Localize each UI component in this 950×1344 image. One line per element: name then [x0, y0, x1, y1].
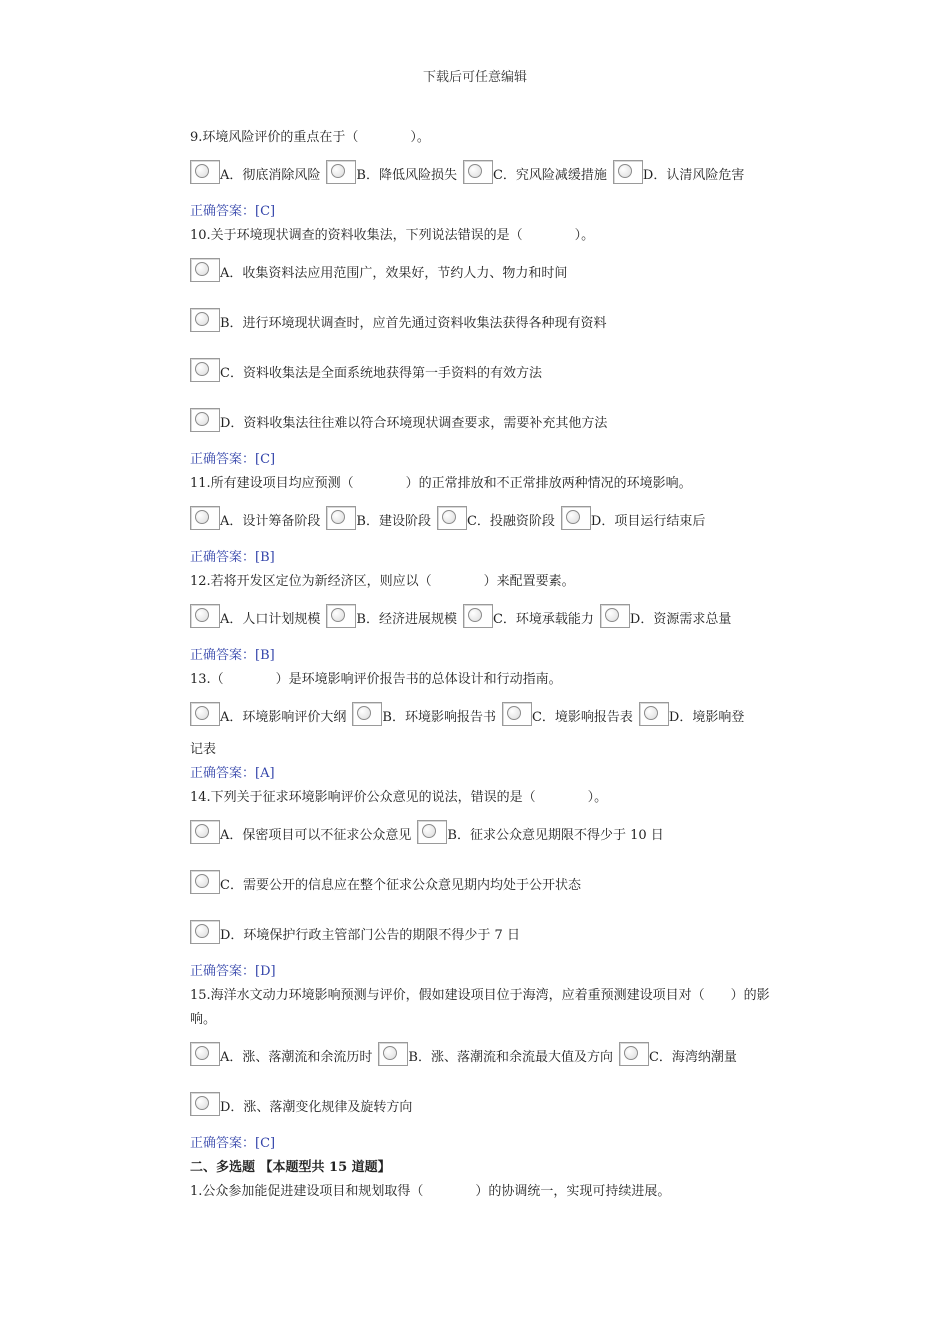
question-9-answer: 正确答案：[C] — [190, 204, 276, 219]
q12-option-c[interactable]: C．环境承载能力 — [463, 604, 594, 630]
radio-icon[interactable] — [352, 702, 382, 726]
q12-option-d[interactable]: D．资源需求总量 — [600, 604, 731, 630]
q14-option-a[interactable]: A．保密项目可以不征求公众意见 — [190, 820, 411, 846]
question-9-options — [190, 150, 790, 186]
q15-option-d[interactable]: D．涨、落潮变化规律及旋转方向 — [190, 1068, 790, 1118]
q12-option-a[interactable]: A．人口计划规模 — [190, 604, 320, 630]
question-14-options-ab — [190, 810, 790, 846]
page-header: 下载后可任意编辑 — [422, 70, 527, 85]
q9-option-c[interactable]: C．究风险减缓措施 — [463, 160, 607, 186]
section-multiple-choice-heading: 二、多选题 【本题型共 15 道题】 — [190, 1160, 391, 1175]
q14-option-d[interactable]: D．环境保护行政主管部门公告的期限不得少于 7 日 — [190, 896, 790, 946]
radio-icon[interactable] — [190, 702, 220, 726]
question-15-options-abc — [190, 1032, 790, 1068]
question-13-options — [190, 692, 790, 728]
question-13-option-d-continuation: 记表 — [190, 742, 217, 757]
question-13-answer: 正确答案：[A] — [190, 766, 275, 781]
radio-icon[interactable] — [639, 702, 669, 726]
q13-option-a[interactable]: A．环境影响评价大纲 — [190, 702, 346, 728]
question-11-text: 11.所有建设项目均应预测（ ）的正常排放和不正常排放两种情况的环境影响。 — [190, 476, 692, 491]
radio-icon[interactable] — [326, 160, 356, 184]
radio-icon[interactable] — [190, 408, 220, 432]
radio-icon[interactable] — [463, 604, 493, 628]
q9-option-a[interactable]: A．彻底消除风险 — [190, 160, 320, 186]
radio-icon[interactable] — [190, 308, 220, 332]
question-13-text: 13.（ ）是环境影响评价报告书的总体设计和行动指南。 — [190, 672, 562, 687]
radio-icon[interactable] — [561, 506, 591, 530]
question-9-text: 9.环境风险评价的重点在于（ ）。 — [190, 130, 430, 145]
radio-icon[interactable] — [613, 160, 643, 184]
q13-option-d[interactable]: D．境影响登 — [639, 702, 744, 728]
radio-icon[interactable] — [619, 1042, 649, 1066]
q11-option-a[interactable]: A．设计筹备阶段 — [190, 506, 320, 532]
radio-icon[interactable] — [326, 506, 356, 530]
radio-icon[interactable] — [190, 870, 220, 894]
question-12-answer: 正确答案：[B] — [190, 648, 275, 663]
q11-option-d[interactable]: D．项目运行结束后 — [561, 506, 705, 532]
question-11-options — [190, 496, 790, 532]
question-12-text: 12.若将开发区定位为新经济区，则应以（ ）来配置要素。 — [190, 574, 575, 589]
q11-option-b[interactable]: B．建设阶段 — [326, 506, 431, 532]
radio-icon[interactable] — [463, 160, 493, 184]
radio-icon[interactable] — [417, 820, 447, 844]
radio-icon[interactable] — [600, 604, 630, 628]
question-14-answer: 正确答案：[D] — [190, 964, 276, 979]
radio-icon[interactable] — [190, 258, 220, 282]
q10-option-d[interactable]: D．资料收集法往往难以符合环境现状调查要求，需要补充其他方法 — [190, 384, 790, 434]
question-12-options — [190, 594, 790, 630]
question-14-text: 14.下列关于征求环境影响评价公众意见的说法，错误的是（ ）。 — [190, 790, 608, 805]
radio-icon[interactable] — [190, 1092, 220, 1116]
radio-icon[interactable] — [190, 820, 220, 844]
q15-option-b[interactable]: B．涨、落潮流和余流最大值及方向 — [378, 1042, 613, 1068]
q13-option-c[interactable]: C．境影响报告表 — [502, 702, 633, 728]
radio-icon[interactable] — [190, 506, 220, 530]
q10-option-b[interactable]: B．进行环境现状调查时，应首先通过资料收集法获得各种现有资料 — [190, 284, 790, 334]
q12-option-b[interactable]: B．经济进展规模 — [326, 604, 457, 630]
radio-icon[interactable] — [190, 920, 220, 944]
radio-icon[interactable] — [190, 358, 220, 382]
q15-option-a[interactable]: A．涨、落潮流和余流历时 — [190, 1042, 372, 1068]
q9-option-b[interactable]: B．降低风险损失 — [326, 160, 457, 186]
q14-option-b[interactable]: B．征求公众意见期限不得少于 10 日 — [417, 820, 663, 846]
radio-icon[interactable] — [190, 604, 220, 628]
radio-icon[interactable] — [502, 702, 532, 726]
radio-icon[interactable] — [190, 160, 220, 184]
question-10-text: 10.关于环境现状调查的资料收集法，下列说法错误的是（ ）。 — [190, 228, 595, 243]
q10-option-c[interactable]: C．资料收集法是全面系统地获得第一手资料的有效方法 — [190, 334, 790, 384]
radio-icon[interactable] — [437, 506, 467, 530]
question-15-text: 15.海洋水文动力环境影响预测与评价，假如建设项目位于海湾，应着重预测建设项目对（ ）的影响。 — [190, 988, 770, 1027]
exam-content — [190, 126, 790, 1204]
q15-option-c[interactable]: C．海湾纳潮量 — [619, 1042, 737, 1068]
question-11-answer: 正确答案：[B] — [190, 550, 275, 565]
q11-option-c[interactable]: C．投融资阶段 — [437, 506, 555, 532]
q9-option-d[interactable]: D．认清风险危害 — [613, 160, 744, 186]
question-10-answer: 正确答案：[C] — [190, 452, 276, 467]
radio-icon[interactable] — [190, 1042, 220, 1066]
radio-icon[interactable] — [326, 604, 356, 628]
q10-option-a[interactable]: A．收集资料法应用范围广，效果好，节约人力、物力和时间 — [190, 248, 790, 284]
multi-question-1-text: 1.公众参加能促进建设项目和规划取得（ ）的协调统一，实现可持续进展。 — [190, 1184, 671, 1199]
q13-option-b[interactable]: B．环境影响报告书 — [352, 702, 496, 728]
q14-option-c[interactable]: C．需要公开的信息应在整个征求公众意见期内均处于公开状态 — [190, 846, 790, 896]
question-15-answer: 正确答案：[C] — [190, 1136, 276, 1151]
radio-icon[interactable] — [378, 1042, 408, 1066]
